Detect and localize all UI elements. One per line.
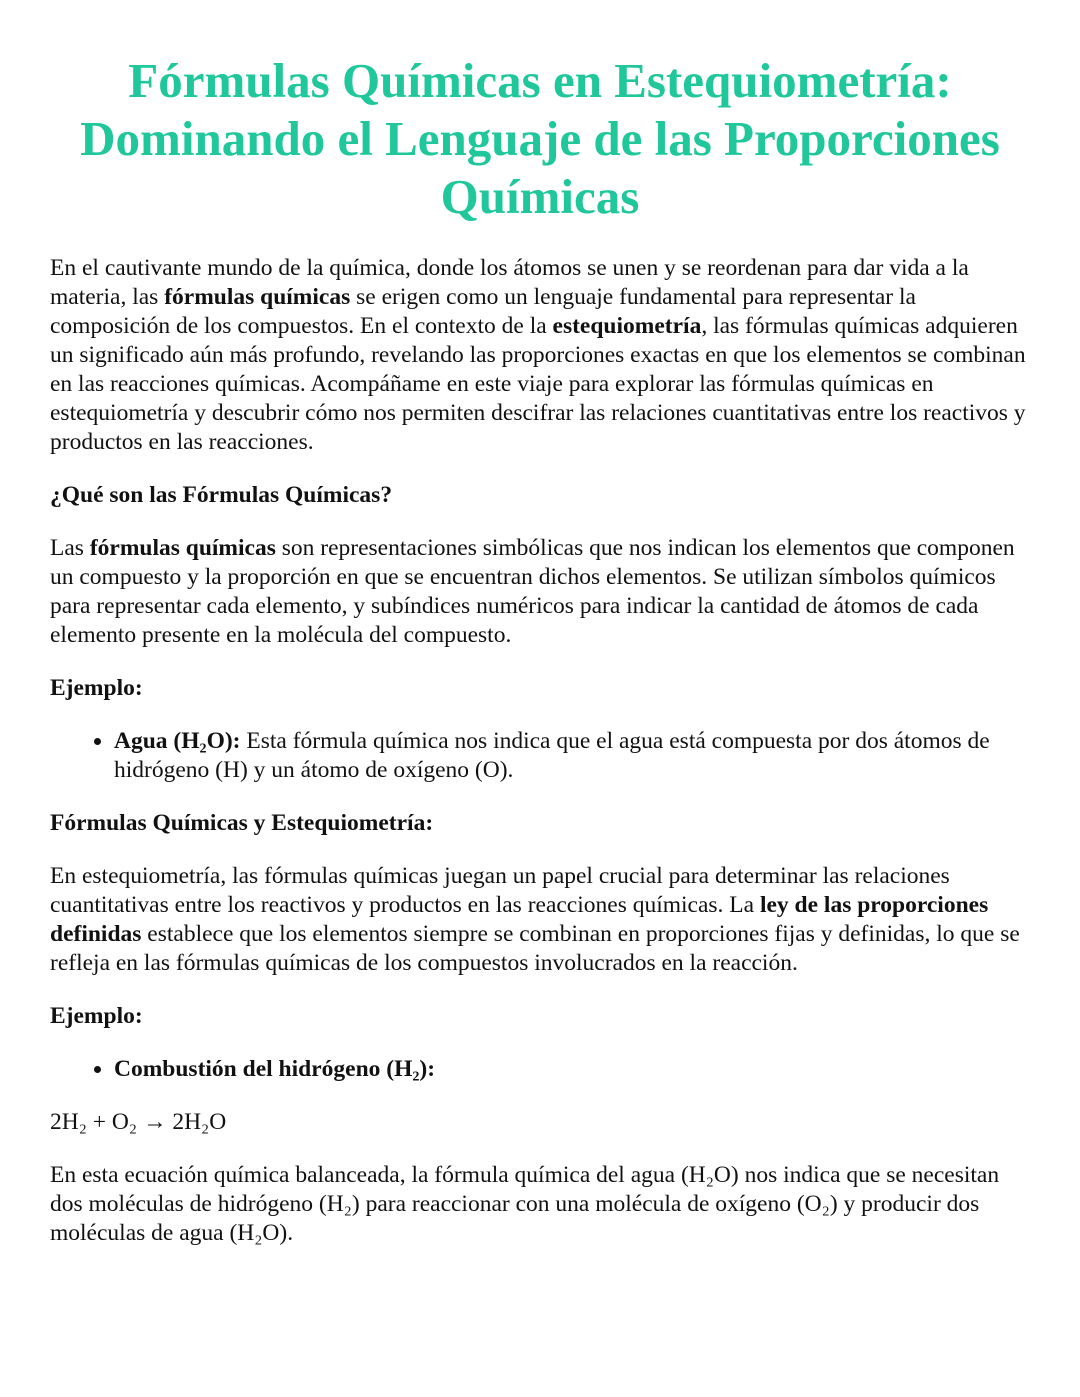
section1-text-1: Las <box>50 535 90 561</box>
section-heading-what-are-formulas: ¿Qué son las Fórmulas Químicas? <box>50 482 393 508</box>
intro-bold-stoichiometry: estequiometría <box>552 313 702 339</box>
intro-text-1: En el cautivante mundo de la química, donde los átomos se unen y se reordenan para dar vida a la materia, las <box>50 255 969 310</box>
list-item-hydrogen-combustion <box>114 1055 1030 1084</box>
intro-bold-formulas: fórmulas químicas <box>164 284 351 310</box>
section2-text-2: establece que los elementos siempre se combinan en proporciones fijas y definidas, lo que se refleja en las fórmulas químicas de los compuestos involucrados en la reacción. <box>50 921 1020 976</box>
example-list-2 <box>50 1055 1030 1084</box>
water-label: Agua (H₂O): <box>114 728 241 754</box>
chemical-equation: 2H₂ + O₂ → 2H₂O <box>50 1109 227 1135</box>
example-heading-2: Ejemplo: <box>50 1003 143 1029</box>
closing-paragraph: En esta ecuación química balanceada, la fórmula química del agua (H₂O) nos indica que se necesitan dos moléculas de hidrógeno (H₂) para reaccionar con una molécula de oxígeno (O₂) y producir dos moléculas de agua (H₂O). <box>50 1162 1000 1246</box>
water-description: Esta fórmula química nos indica que el agua está compuesta por dos átomos de hidrógeno (H) y un átomo de oxígeno (O). <box>114 728 990 783</box>
section1-text-2: son representaciones simbólicas que nos indican los elementos que componen un compuesto y la proporción en que se encuentran dichos elementos. Se utilizan símbolos químicos para representar cada elemento, y subíndices numéricos para indicar la cantidad de átomos de cada elemento presente en la molécula del compuesto. <box>50 535 1015 648</box>
section2-text-1: En estequiometría, las fórmulas químicas juegan un papel crucial para determinar las relaciones cuantitativas entre los reactivos y productos en las reacciones químicas. La <box>50 863 950 918</box>
combustion-label: Combustión del hidrógeno (H₂): <box>114 1056 436 1082</box>
example-list-1 <box>50 727 1030 785</box>
intro-text-3: , las fórmulas químicas adquieren un significado aún más profundo, revelando las proporciones exactas en que los elementos se combinan en las reacciones químicas. Acompáñame en este viaje para explorar las fórmulas químicas en estequiometría y descubrir cómo nos permiten descifrar las relaciones cuantitativas entre los reactivos y productos en las reacciones. <box>50 313 1026 455</box>
section-heading-formulas-stoichiometry: Fórmulas Químicas y Estequiometría: <box>50 810 434 836</box>
intro-text-2: se erigen como un lenguaje fundamental para representar la composición de los compuestos. En el contexto de la <box>50 284 916 339</box>
page-title: Fórmulas Químicas en Estequiometría: Dominando el Lenguaje de las Proporciones Químicas <box>80 53 1000 224</box>
intro-paragraph <box>50 254 1030 457</box>
example-heading-1: Ejemplo: <box>50 675 143 701</box>
section2-bold-law: ley de las proporciones definidas <box>50 892 989 947</box>
section2-paragraph <box>50 862 1030 978</box>
list-item-water <box>114 727 1030 785</box>
section1-bold-formulas: fórmulas químicas <box>89 535 276 561</box>
section1-paragraph <box>50 534 1030 650</box>
